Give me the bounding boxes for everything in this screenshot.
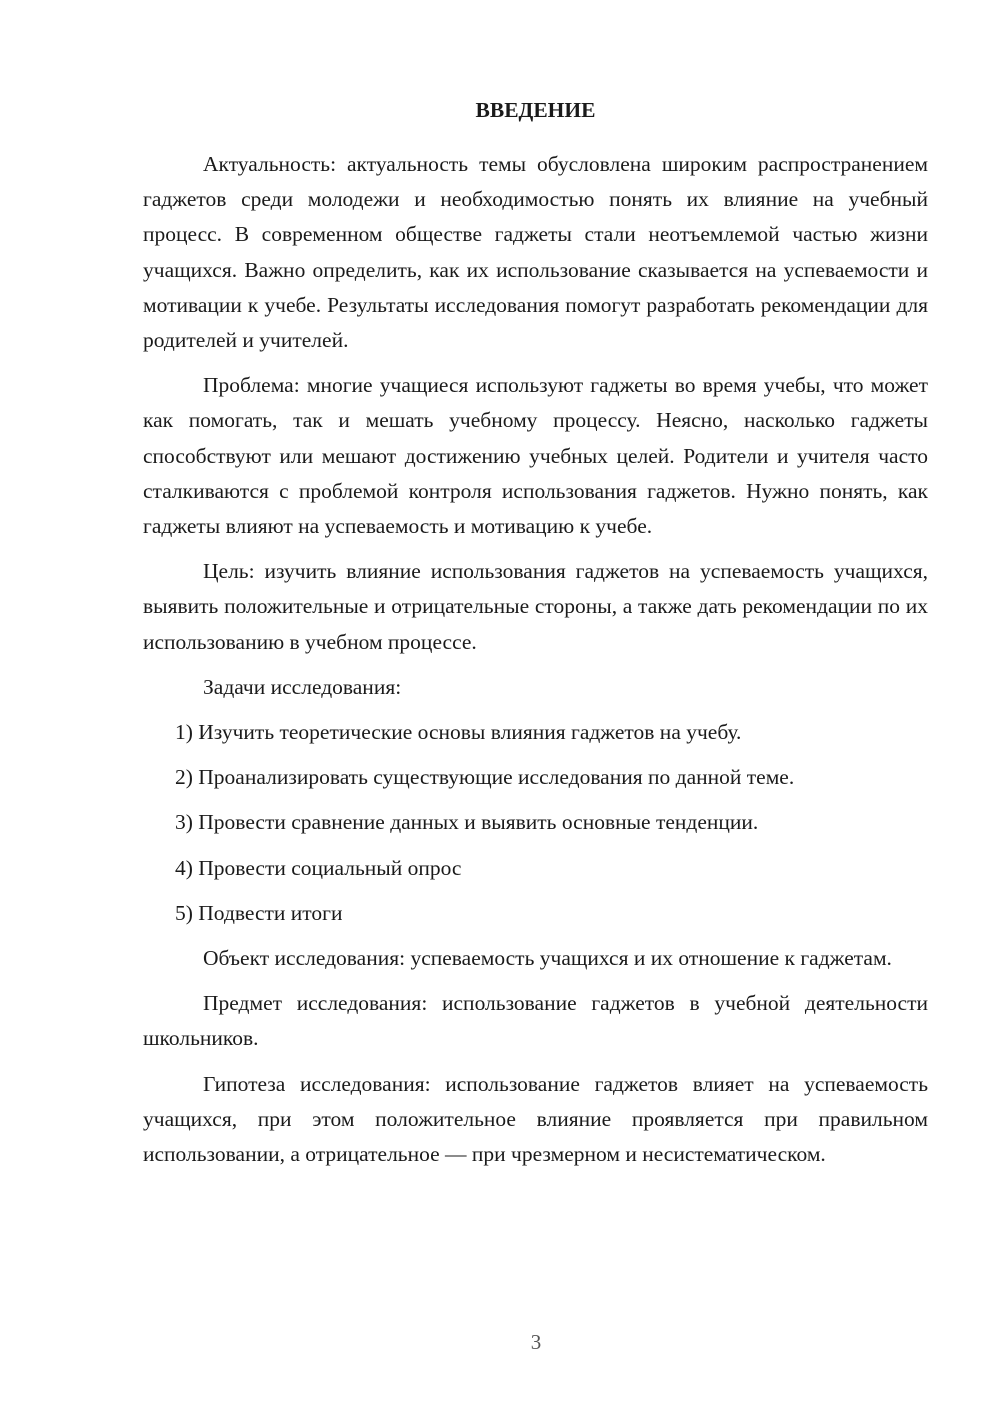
page-title: ВВЕДЕНИЕ: [475, 98, 596, 122]
page-number: 3: [530, 1330, 542, 1354]
goal-paragraph: Цель: изучить влияние использования гаджетов на успеваемость учащихся, выявить положительные и отрицательные стороны, а также дать рекомендации по их использованию в учебном процессе.: [143, 559, 928, 654]
list-item: 5) Подвести итоги: [175, 900, 343, 925]
list-item: 4) Провести социальный опрос: [175, 855, 462, 880]
list-item: 2) Проанализировать существующие исследования по данной теме.: [175, 765, 795, 790]
list-item: 3) Провести сравнение данных и выявить основные тенденции.: [175, 810, 759, 835]
relevance-paragraph: Актуальность: актуальность темы обусловлена широким распространением гаджетов среди молодежи и необходимостью понять их влияние на учебный процесс. В современном обществе гаджеты стали неотъемлемой частью жизни учащихся. Важно определить, как их использование сказывается на успеваемости и мотивации к учебе. Результаты исследования помогут разработать рекомендации для родителей и учителей.: [143, 152, 928, 353]
tasks-list: [143, 715, 928, 931]
list-item: 1) Изучить теоретические основы влияния гаджетов на учебу.: [175, 720, 742, 745]
hypothesis-paragraph: Гипотеза исследования: использование гаджетов влияет на успеваемость учащихся, при этом положительное влияние проявляется при правильном использовании, а отрицательное — при чрезмерном и несистематическом.: [143, 1071, 928, 1167]
document-page: [143, 92, 928, 1182]
object-paragraph: Объект исследования: успеваемость учащихся и их отношение к гаджетам.: [203, 946, 892, 971]
problem-paragraph: Проблема: многие учащиеся используют гаджеты во время учебы, что может как помогать, так и мешать учебному процессу. Неясно, насколько гаджеты способствуют или мешают достижению учебных целей. Родители и учителя часто сталкиваются с проблемой контроля использования гаджетов. Нужно понять, как гаджеты влияют на успеваемость и мотивацию к учебе.: [143, 373, 928, 539]
subject-paragraph: Предмет исследования: использование гаджетов в учебной деятельности школьников.: [143, 991, 928, 1051]
tasks-heading: Задачи исследования:: [203, 674, 402, 699]
